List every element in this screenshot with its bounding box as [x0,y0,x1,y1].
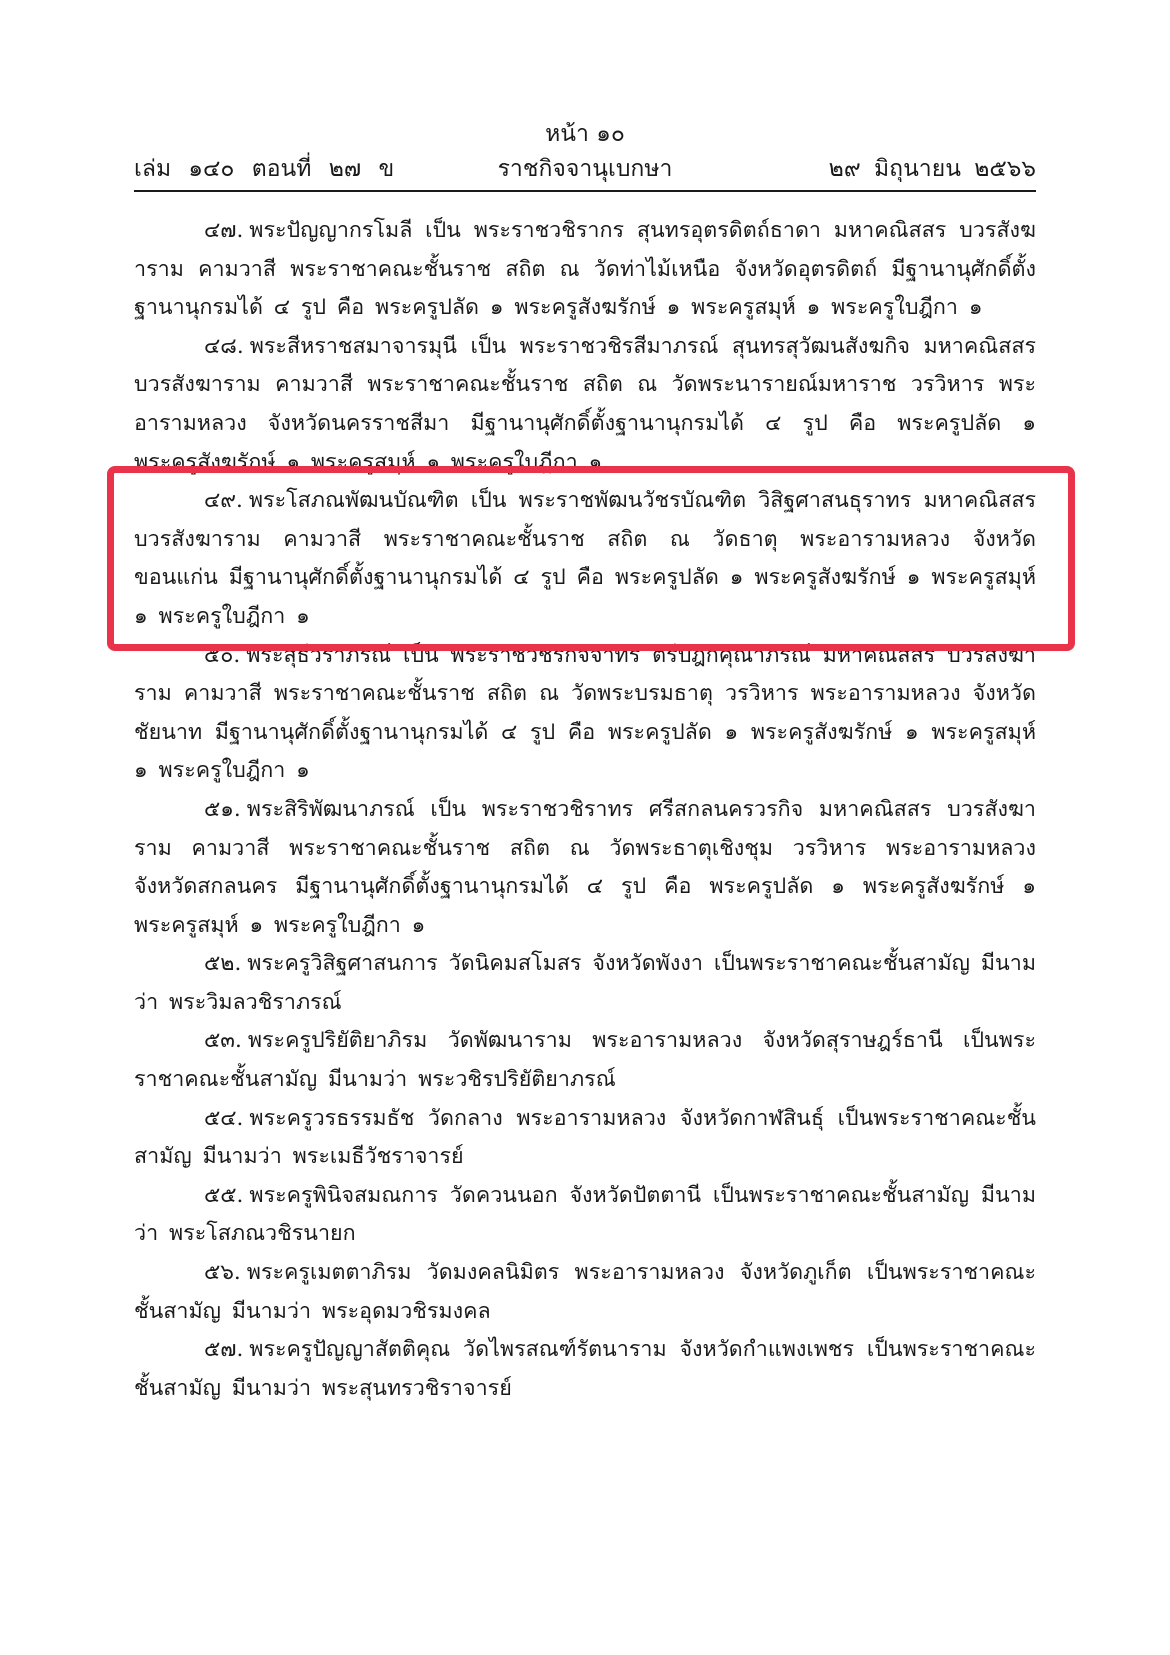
page-header [134,152,1036,186]
gazette-page [134,0,1036,1655]
item-number: ๕๒. [204,951,242,977]
item-text: พระสีหราชสมาจารมุนี เป็น พระราชวชิรสีมาภรณ์ สุนทรสุวัฒนสังฆกิจ มหาคณิสสร บวรสังฆาราม คามวาสี พระราชาคณะชั้นราช สถิต ณ วัดพระนารายณ์มหาราช วรวิหาร พระอารามหลวง จังหวัดนครราชสีมา มีฐานานุศักดิ์ตั้งฐานานุกรมได้ ๔ รูป คือ พระครูปลัด ๑ พระครูสังฆรักษ์ ๑ พระครูสมุห์ ๑ พระครูใบฎีกา ๑ [134,333,1036,475]
item-number: ๔๙. [204,488,243,514]
list-item-highlighted [134,482,1036,636]
volume-issue: เล่ม ๑๔๐ ตอนที่ ๒๗ ข [134,156,395,182]
item-text: พระโสภณพัฒนบัณฑิต เป็น พระราชพัฒนวัชรบัณฑิต วิสิฐศาสนธุราทร มหาคณิสสร บวรสังฆาราม คามวาสี พระราชาคณะชั้นราช สถิต ณ วัดธาตุ พระอารามหลวง จังหวัดขอนแก่น มีฐานานุศักดิ์ตั้งฐานานุกรมได้ ๔ รูป คือ พระครูปลัด ๑ พระครูสังฆรักษ์ ๑ พระครูสมุห์ ๑ พระครูใบฎีกา ๑ [134,488,1036,629]
item-text: พระครูปัญญาสัตติคุณ วัดไพรสณฑ์รัตนาราม จังหวัดกำแพงเพชร เป็นพระราชาคณะชั้นสามัญ มีนามว่า พระสุนทรวชิราจารย์ [134,1337,1036,1401]
item-number: ๕๖. [204,1260,241,1286]
item-text: พระครูวิสิฐศาสนการ วัดนิคมสโมสร จังหวัดพังงา เป็นพระราชาคณะชั้นสามัญ มีนามว่า พระวิมลวชิราภรณ์ [134,951,1036,1015]
list-item [134,212,1036,328]
list-item [134,1022,1036,1099]
item-number: ๕๓. [204,1028,242,1054]
list-item [134,791,1036,945]
item-number: ๕๕. [204,1182,244,1208]
item-text: พระครูวรธรรมธัช วัดกลาง พระอารามหลวง จังหวัดกาฬสินธุ์ เป็นพระราชาคณะชั้นสามัญ มีนามว่า พระเมธีวัชราจารย์ [134,1105,1036,1170]
item-number: ๔๘. [204,333,244,359]
item-text: พระปัญญากรโมลี เป็น พระราชวชิรากร สุนทรอุตรดิตถ์ธาดา มหาคณิสสร บวรสังฆาราม คามวาสี พระราชาคณะชั้นราช สถิต ณ วัดท่าไม้เหนือ จังหวัดอุตรดิตถ์ มีฐานานุศักดิ์ตั้งฐานานุกรมได้ ๔ รูป คือ พระครูปลัด ๑ พระครูสังฆรักษ์ ๑ พระครูสมุห์ ๑ พระครูใบฎีกา ๑ [134,218,1036,321]
item-text: พระครูพินิจสมณการ วัดควนนอก จังหวัดปัตตานี เป็นพระราชาคณะชั้นสามัญ มีนามว่า พระโสภณวชิรนายก [134,1182,1036,1247]
item-number: ๕๔. [204,1105,244,1131]
item-number: ๕๑. [204,796,241,822]
publication-title: ราชกิจจานุเบกษา [497,156,673,182]
item-number: ๕๗. [204,1337,244,1363]
list-item [134,1177,1036,1254]
list-item [134,945,1036,1022]
item-number: ๕๐. [204,642,241,668]
list-item [134,1100,1036,1177]
item-text: พระครูเมตตาภิรม วัดมงคลนิมิตร พระอารามหลวง จังหวัดภูเก็ต เป็นพระราชาคณะชั้นสามัญ มีนามว่า พระอุดมวชิรมงคล [134,1260,1036,1324]
item-number: ๔๗. [204,218,244,243]
list-item [134,637,1036,791]
list-item [134,1254,1036,1331]
publication-date: ๒๙ มิถุนายน ๒๕๖๖ [828,156,1036,182]
page-number: หน้า ๑๐ [545,121,625,147]
item-text: พระสุธีวราภรณ์ เป็น พระราชวชิรกิจจาทร ตรีปิฎกคุณาภรณ์ มหาคณิสสร บวรสังฆาราม คามวาสี พระราชาคณะชั้นราช สถิต ณ วัดพระบรมธาตุ วรวิหาร พระอารามหลวง จังหวัดชัยนาท มีฐานานุศักดิ์ตั้งฐานานุกรมได้ ๔ รูป คือ พระครูปลัด ๑ พระครูสังฆรักษ์ ๑ พระครูสมุห์ ๑ พระครูใบฎีกา ๑ [134,642,1036,784]
list-item [134,328,1036,482]
header-divider [134,190,1036,192]
item-text: พระสิริพัฒนาภรณ์ เป็น พระราชวชิราทร ศรีสกลนครวรกิจ มหาคณิสสร บวรสังฆาราม คามวาสี พระราชาคณะชั้นราช สถิต ณ วัดพระธาตุเชิงชุม วรวิหาร พระอารามหลวง จังหวัดสกลนคร มีฐานานุศักดิ์ตั้งฐานานุกรมได้ ๔ รูป คือ พระครูปลัด ๑ พระครูสังฆรักษ์ ๑ พระครูสมุห์ ๑ พระครูใบฎีกา ๑ [134,796,1036,938]
document-body [134,212,1036,1408]
item-text: พระครูปริยัติยาภิรม วัดพัฒนาราม พระอารามหลวง จังหวัดสุราษฎร์ธานี เป็นพระราชาคณะชั้นสามัญ มีนามว่า พระวชิรปริยัติยาภรณ์ [134,1028,1036,1093]
list-item [134,1331,1036,1408]
